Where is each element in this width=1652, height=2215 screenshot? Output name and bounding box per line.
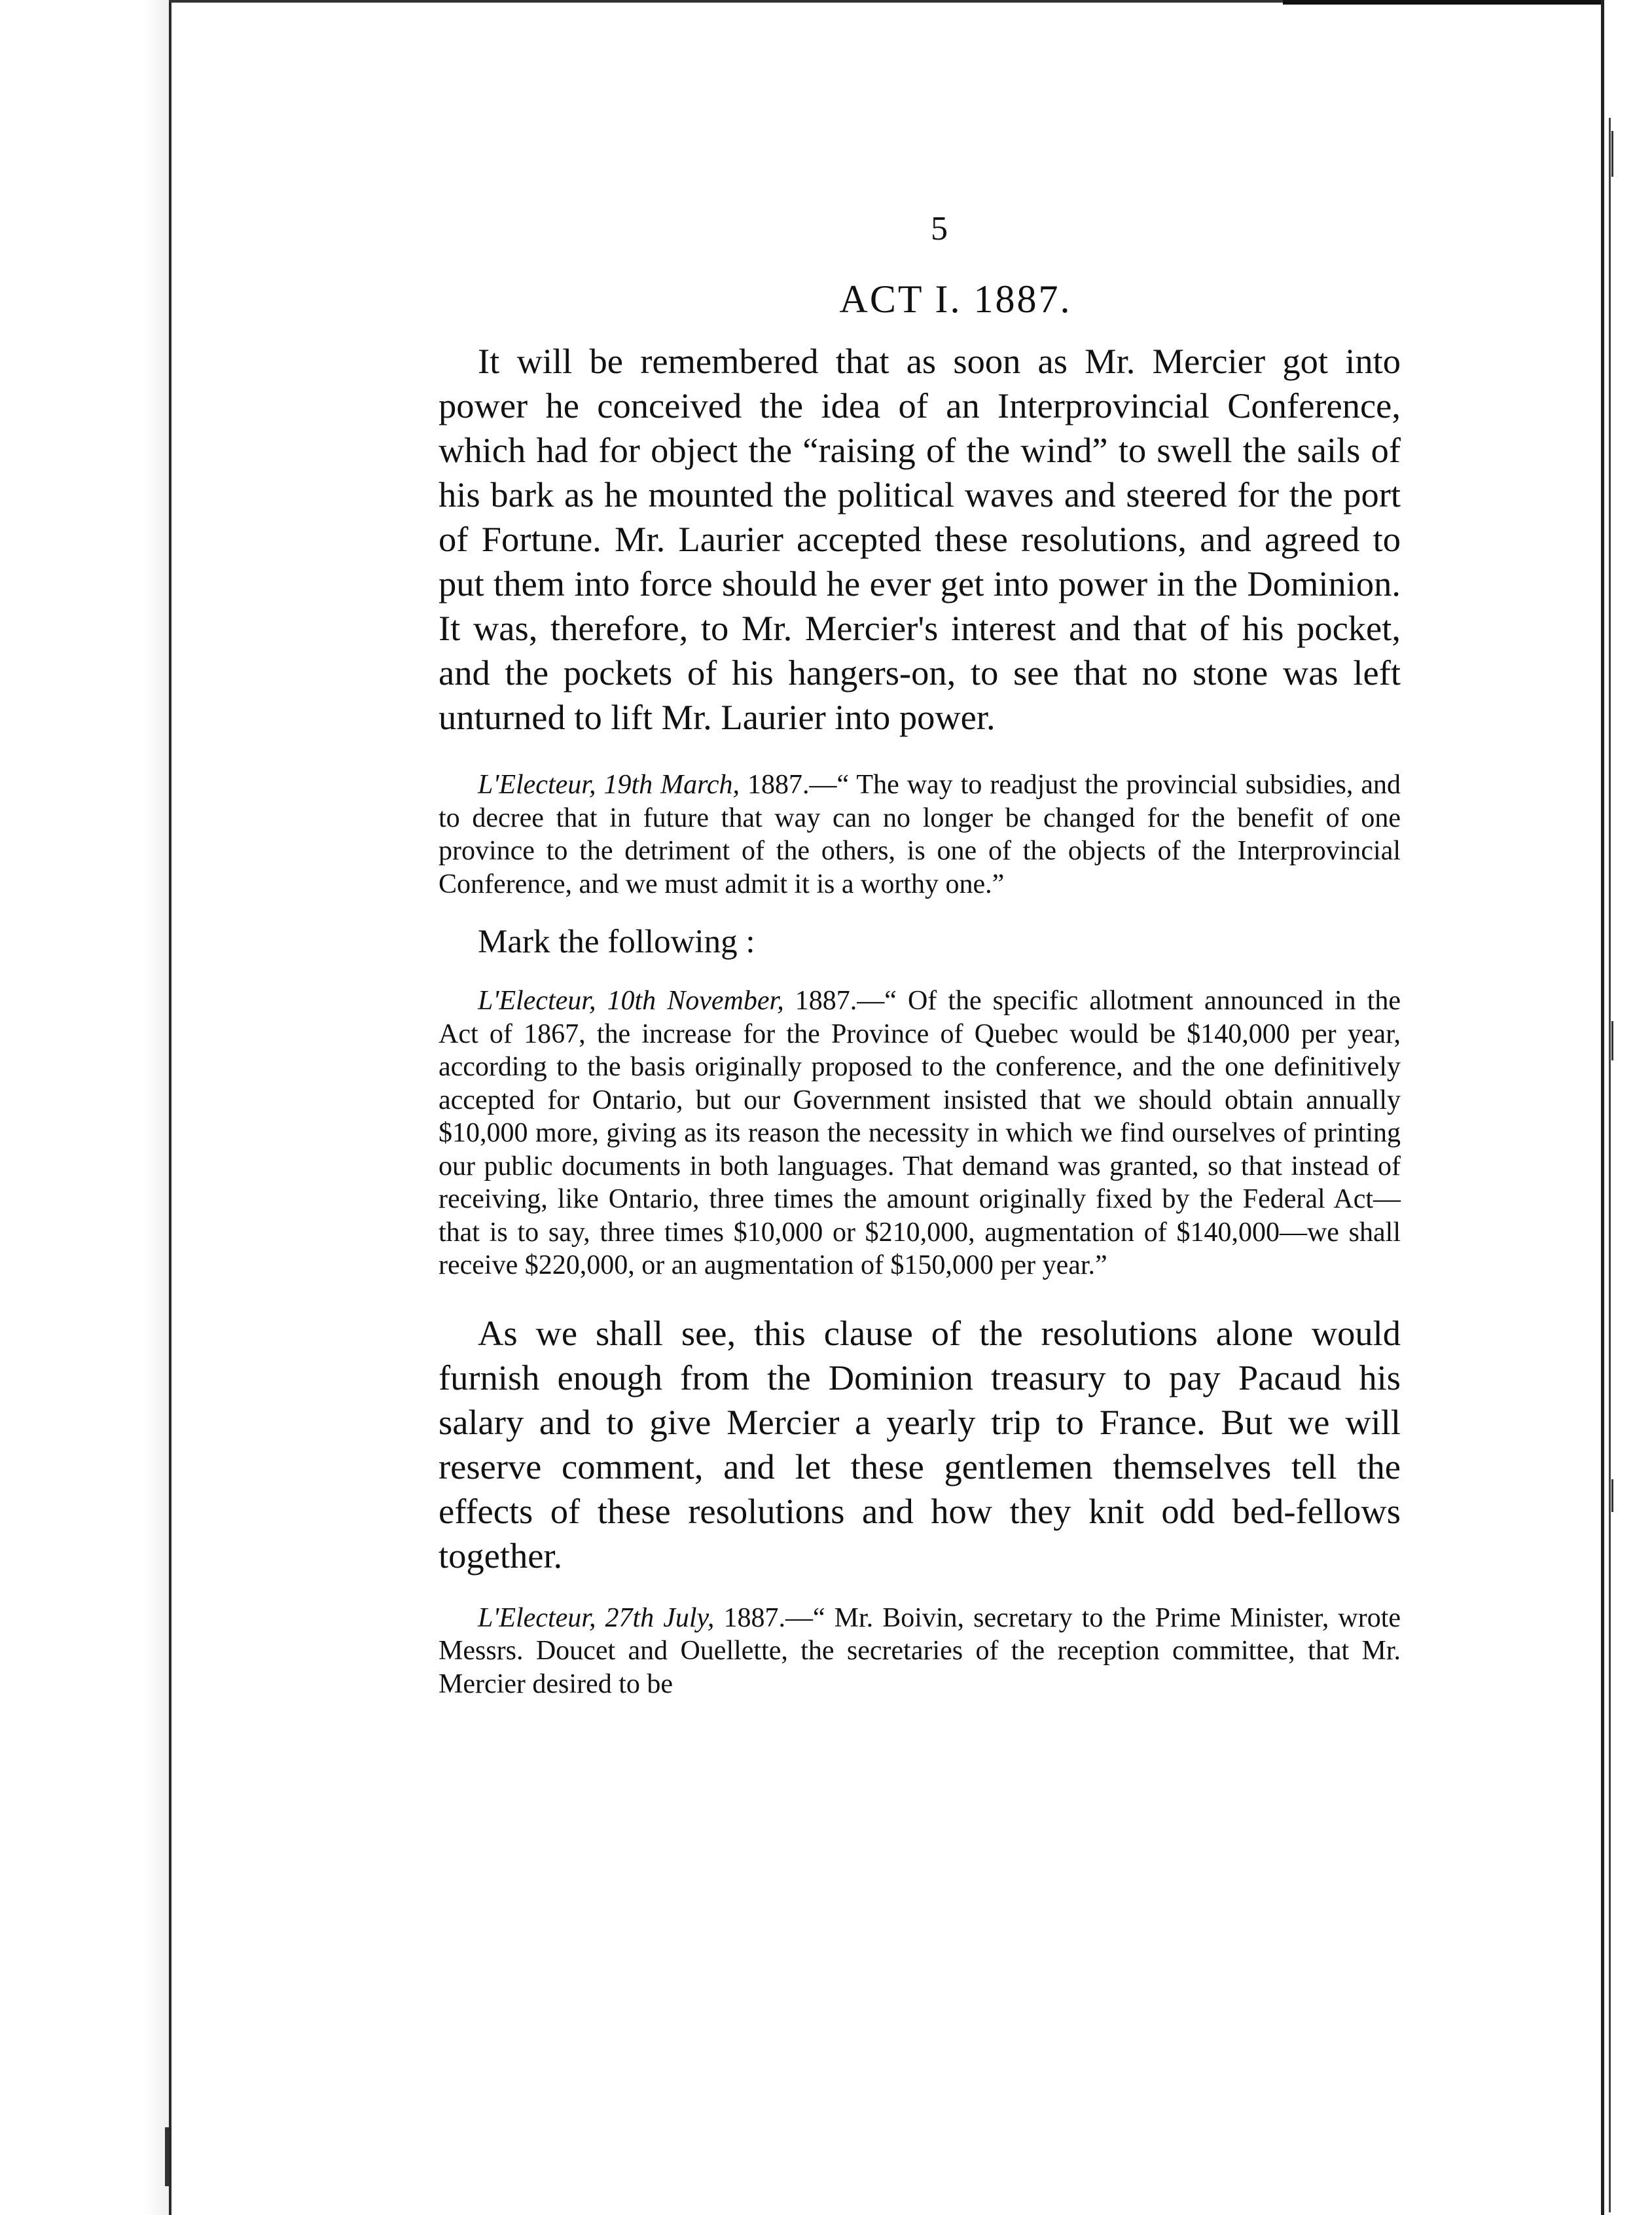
page-right-edge-inner bbox=[1609, 118, 1611, 2212]
quote-text: 1887.—“ Of the specific allotment announced in the Act of 1867, the increase for the Province of Quebec would be $140,000 per year, according to the basis originally proposed to the conference, and the one definitively accepted for Ontario, but our Government insisted that we should obtain annually $10,000 more, giving as its reason the necessity in which we find ourselves of printing our public documents in both languages. That demand was granted, so that instead of receiving, like Ontario, three times the amount originally fixed by the Federal Act—that is to say, three times $10,000 or $210,000, augmentation of $140,000—we shall receive $220,000, or an augmentation of $150,000 per year.” bbox=[439, 986, 1401, 1280]
margin-tick bbox=[1611, 131, 1613, 177]
page-number: 5 bbox=[931, 210, 948, 247]
margin-tick bbox=[165, 2127, 169, 2186]
quote-text: 1887.—“ The way to readjust the provincial subsidies, and to decree that in future that way can no longer be changed for the benefit of one province to the detriment of the others, is one of the objects of the Interprovincial Conference, and we must admit it is a worthy one.” bbox=[439, 770, 1401, 899]
quote-paragraph bbox=[439, 768, 1401, 901]
quote-date: 19th March, bbox=[603, 770, 740, 800]
page-content bbox=[439, 209, 1401, 1701]
quote-source: L'Electeur, bbox=[478, 1602, 596, 1633]
margin-tick bbox=[1611, 1021, 1613, 1060]
page-right-edge bbox=[1601, 0, 1604, 2215]
margin-tick bbox=[1611, 1479, 1613, 1512]
mark-heading: Mark the following : bbox=[478, 924, 755, 960]
quote-paragraph bbox=[439, 984, 1401, 1282]
page-corner-mark bbox=[1283, 0, 1604, 5]
body-paragraph: As we shall see, this clause of the resolutions alone would furnish enough from the Dominion treasury to pay Pacaud his salary and to give Mercier a yearly trip to France. But we will reserve comment, and let these gentlemen themselves tell the effects of these resolutions and how they knit odd bed-fellows together. bbox=[439, 1312, 1401, 1576]
page-left-edge bbox=[169, 0, 171, 2215]
quote-paragraph bbox=[439, 1602, 1401, 1701]
quote-source: L'Electeur, bbox=[478, 986, 596, 1016]
section-heading: ACT I. 1887. bbox=[839, 278, 1072, 321]
page-margin-shadow bbox=[0, 0, 169, 2215]
quote-text: 1887.—“ Mr. Boivin, secretary to the Prime Minister, wrote Messrs. Doucet and Ouellette, the secretaries of the reception committee, that Mr. Mercier desired to be bbox=[439, 1602, 1401, 1699]
quote-date: 27th July, bbox=[605, 1602, 715, 1633]
intro-paragraph: It will be remembered that as soon as Mr. Mercier got into power he conceived the idea of an Interprovincial Conference, which had for object the “raising of the wind” to swell the sails of his bark as he mounted the political waves and steered for the port of Fortune. Mr. Laurier accepted these resolutions, and agreed to put them into force should he ever get into power in the Dominion. It was, therefore, to Mr. Mercier's interest and that of his pocket, and the pockets of his hangers-on, to see that no stone was left unturned to lift Mr. Laurier into power. bbox=[439, 341, 1401, 737]
quote-source: L'Electeur, bbox=[478, 770, 596, 800]
quote-date: 10th November, bbox=[607, 986, 784, 1016]
